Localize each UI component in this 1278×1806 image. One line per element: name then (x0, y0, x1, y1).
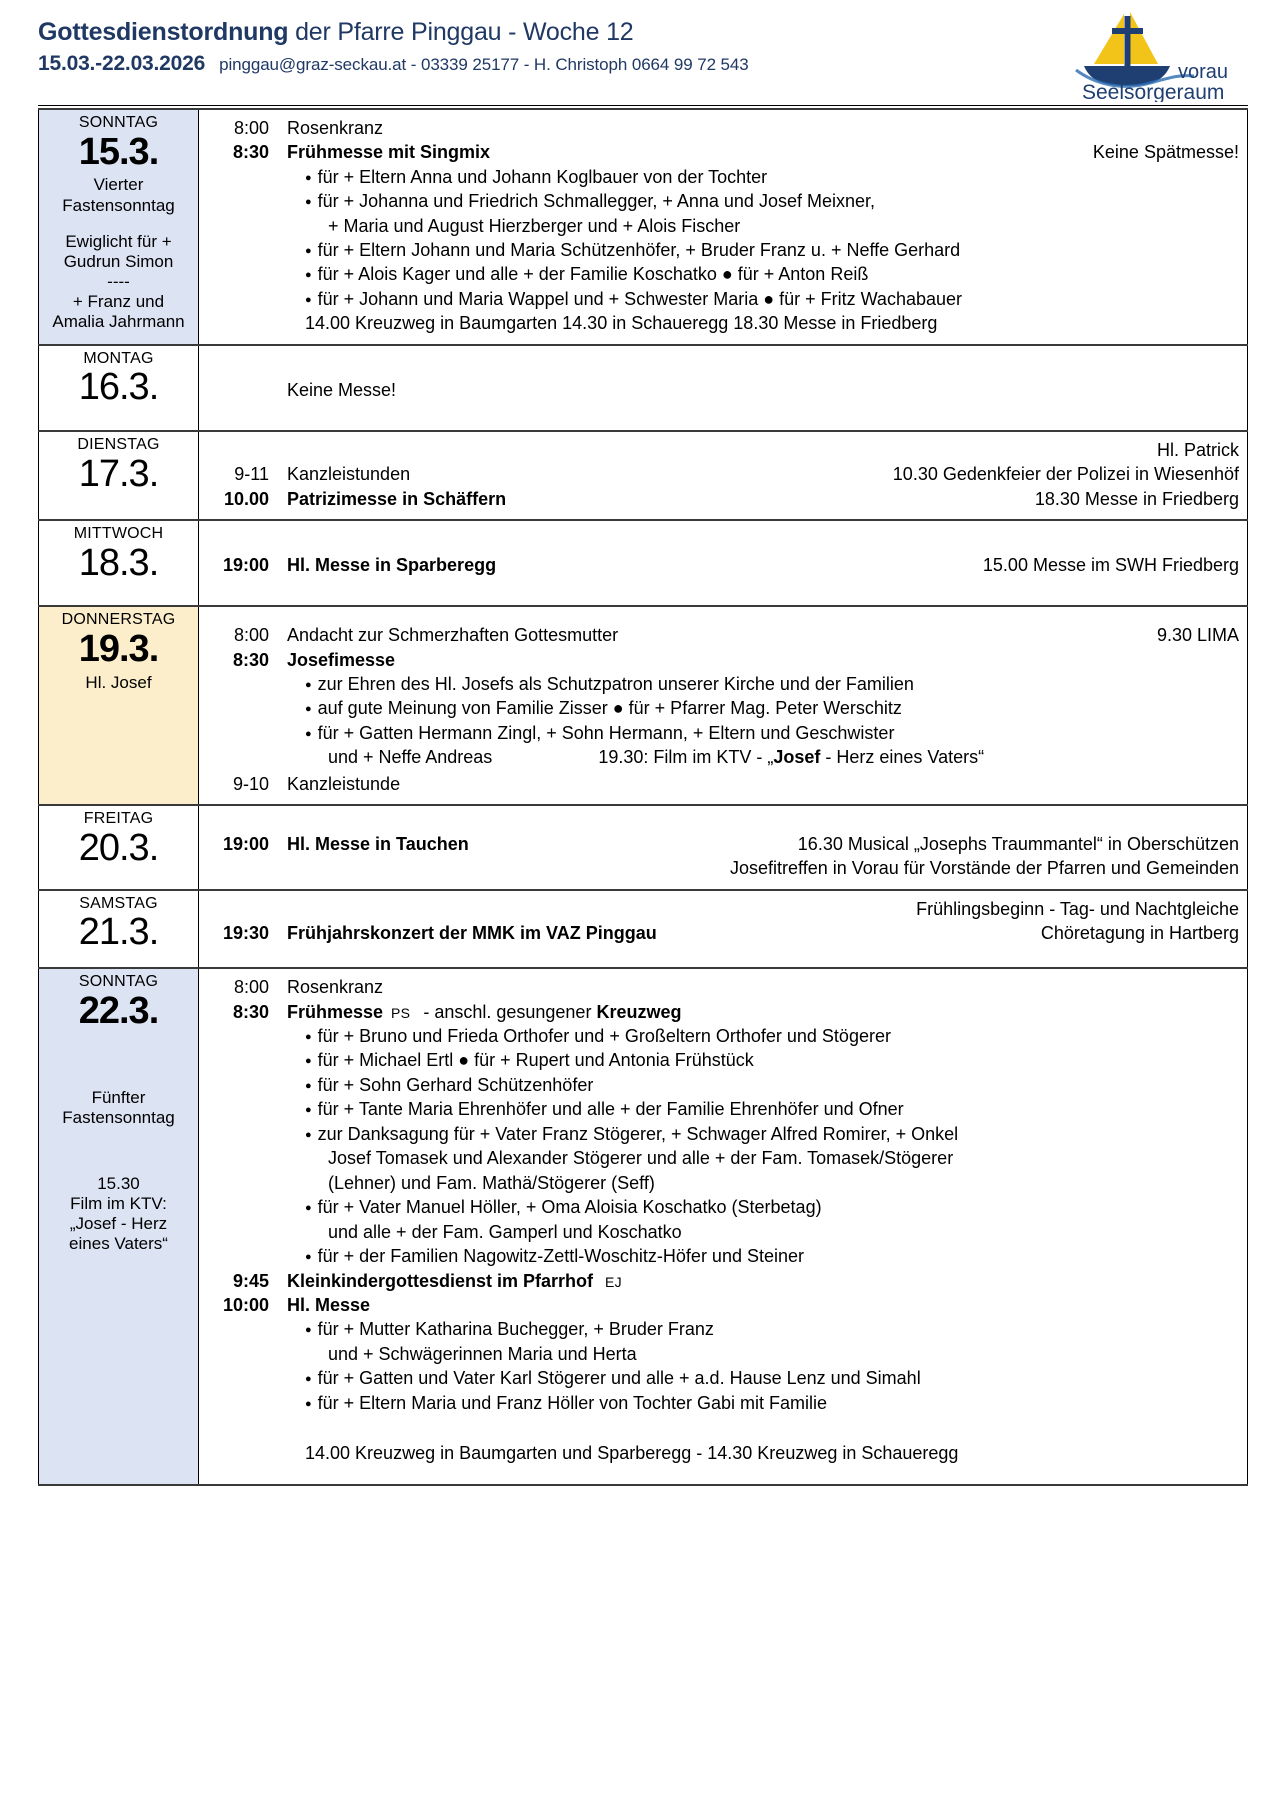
day-note-line: + Franz und (72, 291, 165, 311)
content-cell-montag-16-3 (199, 345, 1248, 431)
line-desc (287, 1269, 1239, 1293)
list-item-continuation: + Maria und August Hierzberger und + Alois Fischer (328, 215, 741, 236)
table-row (39, 968, 1248, 1484)
schedule-line (209, 553, 1239, 577)
line-time: 19:00 (222, 834, 269, 855)
schedule-line (209, 832, 1239, 856)
contact-info: pinggau@graz-seckau.at - 03339 25177 - H. Christoph 0664 99 72 543 (219, 54, 749, 74)
day-name: FREITAG (83, 810, 154, 828)
day-name: DONNERSTAG (61, 611, 176, 629)
list-item: ● für + der Familien Nagowitz-Zettl-Woschitz-Höfer und Steiner (305, 1244, 1239, 1268)
line-time: 8:30 (232, 1001, 269, 1022)
day-note-line: 15.30 (97, 1173, 140, 1193)
schedule-line (209, 1000, 1239, 1024)
content-cell-freitag-20-3 (199, 805, 1248, 890)
table-row (39, 805, 1248, 890)
day-note-line: Amalia Jahrmann (52, 311, 185, 331)
table-row (39, 520, 1248, 606)
line-right-note: 18.30 Messe in Friedberg (1034, 488, 1239, 509)
film-text-prefix: 19.30: Film im KTV - „ (598, 747, 774, 768)
intention-list (209, 1024, 1239, 1269)
day-cell-sonntag-15-3 (39, 109, 199, 345)
intention-list-second (209, 1317, 1239, 1415)
line-desc: Hl. Messe (287, 1294, 371, 1315)
day-name: MONTAG (83, 349, 154, 367)
day-name: MITTWOCH (73, 525, 164, 543)
day-name: DIENSTAG (77, 436, 160, 454)
table-row (39, 606, 1248, 805)
day-number: 18.3. (78, 541, 159, 584)
day-number: 16.3. (78, 366, 159, 409)
table-row (39, 345, 1248, 431)
day-top-note: Hl. Patrick (1156, 440, 1239, 461)
list-item-continuation: und + Schwägerinnen Maria und Herta (328, 1343, 637, 1364)
fruehmesse-label: Frühmesse (287, 1001, 384, 1022)
list-item: ● für + Eltern Johann und Maria Schützenhöfer, + Bruder Franz u. + Neffe Gerhard (305, 238, 1239, 262)
day-note-line: ---- (107, 271, 130, 291)
list-item: ● für + Vater Manuel Höller, + Oma Aloisia Koschatko (Sterbetag) (305, 1195, 1239, 1219)
day-note-line: Film im KTV: (70, 1193, 167, 1213)
intention-list (209, 165, 1239, 312)
day-cell-freitag-20-3 (39, 805, 199, 890)
line-desc: Rosenkranz (287, 977, 384, 998)
day-cell-donnerstag-19-3 (39, 606, 199, 805)
page-title-bold: Gottesdienstordnung (38, 18, 289, 46)
day-number: 21.3. (78, 911, 159, 954)
list-item-continuation: (Lehner) und Fam. Mathä/Stögerer (Seff) (328, 1172, 655, 1193)
line-time: 8:00 (233, 625, 269, 646)
list-item: ● zur Ehren des Hl. Josefs als Schutzpatron unserer Kirche und der Familien (305, 672, 1239, 696)
day-number: 17.3. (78, 452, 159, 495)
line-time: 19:00 (222, 555, 269, 576)
list-item: ● zur Danksagung für + Vater Franz Stögerer, + Schwager Alfred Romirer, + Onkel (305, 1122, 1239, 1146)
schedule-line (209, 116, 1239, 140)
day-name: SONNTAG (78, 973, 159, 991)
line-time: 10:00 (222, 1294, 269, 1315)
logo-line2: Seelsorgeraum (1082, 81, 1225, 102)
day-note-line: eines Vaters“ (69, 1234, 168, 1254)
service-schedule-table (38, 108, 1248, 1486)
intention-list (209, 672, 1239, 770)
document-header (0, 0, 1278, 108)
day-footer-note: 14.00 Kreuzweg in Baumgarten und Sparberegg - 14.30 Kreuzweg in Schaueregg (305, 1443, 959, 1464)
line-desc: Kanzleistunde (287, 773, 401, 794)
line-desc: Josefimesse (287, 649, 396, 670)
schedule-line (209, 1293, 1239, 1317)
line-right-note: 16.30 Musical „Josephs Traummantel“ in Oberschützen (797, 834, 1239, 855)
line-time: 9:45 (232, 1270, 269, 1291)
schedule-line (209, 648, 1239, 672)
content-cell-dienstag-17-3 (199, 431, 1248, 520)
line-desc: Frühmesse mit Singmix (287, 142, 491, 163)
line-desc: Patrizimesse in Schäffern (287, 488, 507, 509)
line-time: 8:30 (232, 649, 269, 670)
line-desc: Rosenkranz (287, 118, 384, 138)
line-desc: Keine Messe! (287, 379, 397, 400)
schedule-line (209, 378, 1239, 402)
kreuzweg-label: Kreuzweg (596, 1001, 682, 1022)
day-note-line: Fastensonntag (62, 1107, 175, 1127)
day-note-line: Fünfter (91, 1087, 146, 1107)
line-right-note: 9.30 LIMA (1156, 625, 1239, 646)
schedule-line (209, 462, 1239, 486)
celebrant-initials: EJ (605, 1273, 622, 1290)
fruehmesse-middle-text: - anschl. gesungener (418, 1001, 597, 1022)
sailboat-cross-icon (1060, 4, 1250, 102)
list-item-continuation (305, 745, 1239, 769)
list-item-continuation: und alle + der Fam. Gamperl und Koschatko (328, 1221, 682, 1242)
film-text-suffix: - Herz eines Vaters“ (820, 747, 985, 768)
day-number: 22.3. (78, 989, 159, 1032)
list-item: ● für + Mutter Katharina Buchegger, + Bruder Franz (305, 1317, 1239, 1341)
schedule-line (209, 487, 1239, 511)
list-item: ● für + Alois Kager und alle + der Familie Koschatko ● für + Anton Reiß (305, 262, 1239, 286)
line-right-note: Keine Spätmesse! (1092, 142, 1239, 163)
line-desc: Frühjahrskonzert der MMK im VAZ Pinggau (287, 923, 657, 944)
day-number: 19.3. (78, 627, 159, 670)
list-item-continuation: Josef Tomasek und Alexander Stögerer und alle + der Fam. Tomasek/Stögerer (328, 1148, 954, 1169)
day-name: SONNTAG (78, 114, 159, 131)
line-right-note: Chöretagung in Hartberg (1040, 923, 1239, 944)
line-desc: Andacht zur Schmerzhaften Gottesmutter (287, 625, 619, 646)
list-item-continuation-text: und + Neffe Andreas (328, 747, 493, 768)
day-top-note: Frühlingsbeginn - Tag- und Nachtgleiche (916, 898, 1239, 919)
list-item: ● für + Johann und Maria Wappel und + Schwester Maria ● für + Fritz Wachabauer (305, 287, 1239, 311)
line-time: 8:00 (233, 977, 269, 998)
day-note-line: Hl. Josef (85, 672, 152, 692)
line-desc-text: Kleinkindergottesdienst im Pfarrhof (287, 1270, 594, 1291)
schedule-line (209, 140, 1239, 164)
content-cell-samstag-21-3 (199, 890, 1248, 969)
schedule-line (209, 921, 1239, 945)
day-number: 15.3. (78, 130, 159, 173)
schedule-line (209, 975, 1239, 999)
date-range: 15.03.-22.03.2026 (38, 51, 206, 75)
content-cell-donnerstag-19-3 (199, 606, 1248, 805)
list-item: ● für + Michael Ertl ● für + Rupert und Antonia Frühstück (305, 1048, 1239, 1072)
day-cell-dienstag-17-3 (39, 431, 199, 520)
seelsorgeraum-vorau-logo (1060, 4, 1250, 102)
day-note-line: Vierter (93, 175, 144, 195)
line-time: 9-11 (234, 464, 269, 485)
schedule-line (209, 623, 1239, 647)
list-item: ● für + Johanna und Friedrich Schmallegger, + Anna und Josef Meixner, (305, 189, 1239, 213)
content-cell-sonntag-15-3 (199, 109, 1248, 345)
day-cell-montag-16-3 (39, 345, 199, 431)
list-item: ● für + Gatten Hermann Zingl, + Sohn Hermann, + Eltern und Geschwister (305, 721, 1239, 745)
day-footer-note: Josefitreffen in Vorau für Vorstände der Pfarren und Gemeinden (730, 858, 1239, 879)
schedule-line (209, 1269, 1239, 1293)
table-row (39, 431, 1248, 520)
day-note-line: Ewiglicht für + (65, 231, 172, 251)
schedule-line (209, 772, 1239, 796)
page-title-rest: der Pfarre Pinggau - Woche 12 (288, 18, 634, 46)
line-time: 19:30 (222, 923, 269, 944)
day-cell-samstag-21-3 (39, 890, 199, 969)
line-time: 9-10 (232, 773, 269, 794)
day-name: SAMSTAG (79, 894, 158, 912)
list-item: ● für + Eltern Maria und Franz Höller von Tochter Gabi mit Familie (305, 1391, 1239, 1415)
day-footer-note: 14.00 Kreuzweg in Baumgarten 14.30 in Schaueregg 18.30 Messe in Friedberg (305, 313, 938, 334)
table-row (39, 890, 1248, 969)
day-number: 20.3. (78, 826, 159, 869)
day-note-line: „Josef - Herz (69, 1213, 168, 1233)
day-note-line: Gudrun Simon (63, 251, 174, 271)
line-desc: Kanzleistunden (287, 464, 411, 485)
list-item: ● für + Bruno und Frieda Orthofer und + Großeltern Orthofer und Stögerer (305, 1024, 1239, 1048)
line-desc: Hl. Messe in Tauchen (287, 834, 469, 855)
line-right-note: 10.30 Gedenkfeier der Polizei in Wiesenhöf (892, 464, 1239, 485)
film-title-bold: Josef (773, 747, 821, 768)
table-row (39, 109, 1248, 345)
content-cell-mittwoch-18-3 (199, 520, 1248, 606)
day-cell-sonntag-22-3 (39, 968, 199, 1484)
line-time: 8:30 (232, 142, 269, 163)
list-item: ● für + Sohn Gerhard Schützenhöfer (305, 1073, 1239, 1097)
line-time: 8:00 (233, 118, 269, 138)
list-item: ● für + Eltern Anna und Johann Koglbauer von der Tochter (305, 165, 1239, 189)
day-note-line: Fastensonntag (62, 195, 175, 215)
celebrant-initials: PS (391, 1004, 411, 1021)
line-time: 10.00 (223, 488, 269, 509)
header-divider (38, 105, 1248, 106)
list-item: ● für + Tante Maria Ehrenhöfer und alle + der Familie Ehrenhöfer und Ofner (305, 1097, 1239, 1121)
day-cell-mittwoch-18-3 (39, 520, 199, 606)
line-desc: Hl. Messe in Sparberegg (287, 555, 497, 576)
list-item: ● für + Gatten und Vater Karl Stögerer und alle + a.d. Hause Lenz und Simahl (305, 1366, 1239, 1390)
film-announcement (598, 747, 984, 767)
logo-line1: vorau (1178, 61, 1229, 83)
line-right-note: 15.00 Messe im SWH Friedberg (982, 555, 1239, 576)
list-item: ● auf gute Meinung von Familie Zisser ● für + Pfarrer Mag. Peter Werschitz (305, 696, 1239, 720)
line-desc (287, 1000, 1239, 1024)
content-cell-sonntag-22-3 (199, 968, 1248, 1484)
